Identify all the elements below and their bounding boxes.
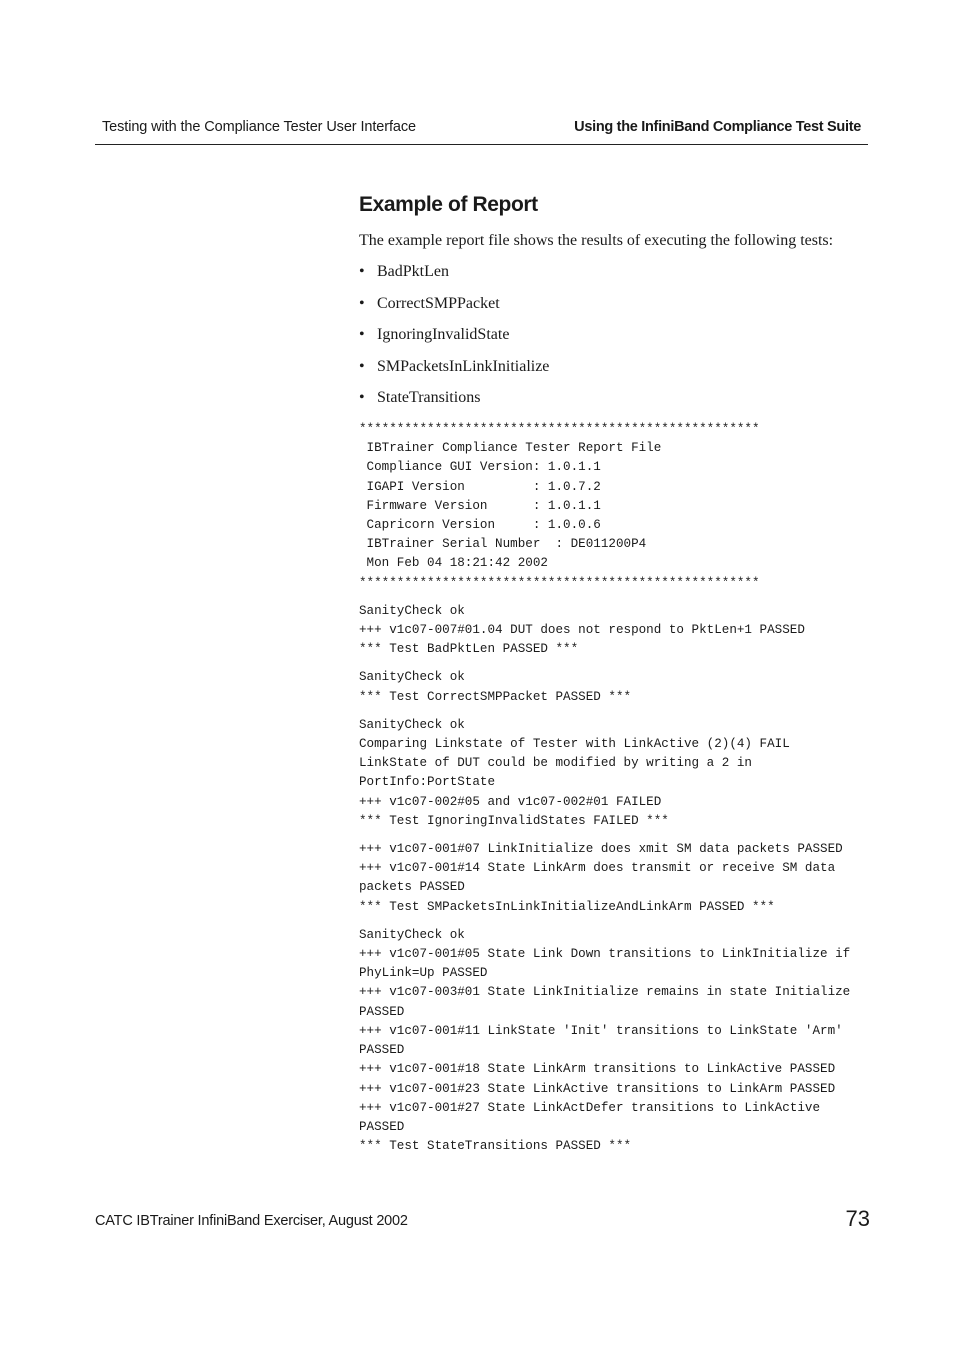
report-listing — [359, 420, 864, 1156]
running-header-right: Using the InfiniBand Compliance Test Suite — [574, 119, 861, 135]
intro-paragraph: The example report file shows the results of executing the following tests: — [359, 232, 834, 249]
list-item — [359, 323, 864, 346]
list-item-label: CorrectSMPPacket — [377, 294, 500, 312]
running-header-left: Testing with the Compliance Tester User Interface — [102, 119, 416, 135]
bullet-icon: • — [359, 357, 365, 375]
test-list — [359, 260, 864, 409]
report-statetransitions-block: SanityCheck ok +++ v1c07-001#05 State Link Down transitions to LinkInitialize if PhyLink=Up PASSED +++ v1c07-003#01 State LinkInitialize remains in state Initialize PASSED +++ v1c07-001#11 LinkState 'Init' transitions to LinkState 'Arm' PASSED +++ v1c07-001#18 State LinkArm transitions to LinkActive PASSED +++ v1c07-001#23 State LinkActive transitions to LinkArm PASSED +++ v1c07-001#27 State LinkActDefer transitions to LinkActive PASSED *** Test StateTransitions PASSED *** — [359, 927, 851, 1154]
report-header-block: ***************************************************** IBTrainer Compliance Tester Report File Compliance GUI Version: 1.0.1.1 IGAPI Version : 1.0.7.2 Firmware Version : 1.0.1.1 Capricorn Version : 1.0.0.6 IBTrainer Serial Number : DE011200P4 Mon Feb 04 18:21:42 2002 ***************************************************** — [359, 422, 760, 590]
list-item — [359, 386, 864, 409]
page-number: 73 — [845, 1206, 870, 1231]
bullet-icon: • — [359, 263, 365, 280]
bullet-icon: • — [359, 294, 365, 312]
bullet-icon: • — [359, 389, 365, 406]
list-item-label: SMPacketsInLinkInitialize — [377, 357, 550, 375]
list-item — [359, 292, 864, 315]
bullet-icon: • — [359, 326, 365, 343]
header-divider — [95, 144, 868, 145]
report-badpktlen-block: SanityCheck ok +++ v1c07-007#01.04 DUT does not respond to PktLen+1 PASSED *** Test BadPktLen PASSED *** — [359, 603, 805, 657]
report-correctsmppacket-block: SanityCheck ok *** Test CorrectSMPPacket PASSED *** — [359, 670, 632, 704]
list-item-label: IgnoringInvalidState — [377, 326, 510, 343]
report-smpackets-block: +++ v1c07-001#07 LinkInitialize does xmit SM data packets PASSED +++ v1c07-001#14 State LinkArm does transmit or receive SM data packets PASSED *** Test SMPacketsInLinkInitializeAndLinkArm PASSED *** — [359, 842, 843, 914]
list-item — [359, 260, 864, 283]
list-item-label: BadPktLen — [377, 263, 449, 280]
running-footer: CATC IBTrainer InfiniBand Exerciser, August 2002 — [95, 1213, 408, 1229]
list-item — [359, 355, 864, 378]
main-content — [359, 191, 864, 1165]
section-title: Example of Report — [359, 193, 538, 216]
report-ignoringinvalidstate-block: SanityCheck ok Comparing Linkstate of Tester with LinkActive (2)(4) FAIL LinkState of DUT could be modified by writing a 2 in PortInfo:PortState +++ v1c07-002#05 and v1c07-002#01 FAILED *** Test IgnoringInvalidStates FAILED *** — [359, 717, 790, 828]
list-item-label: StateTransitions — [377, 389, 481, 406]
